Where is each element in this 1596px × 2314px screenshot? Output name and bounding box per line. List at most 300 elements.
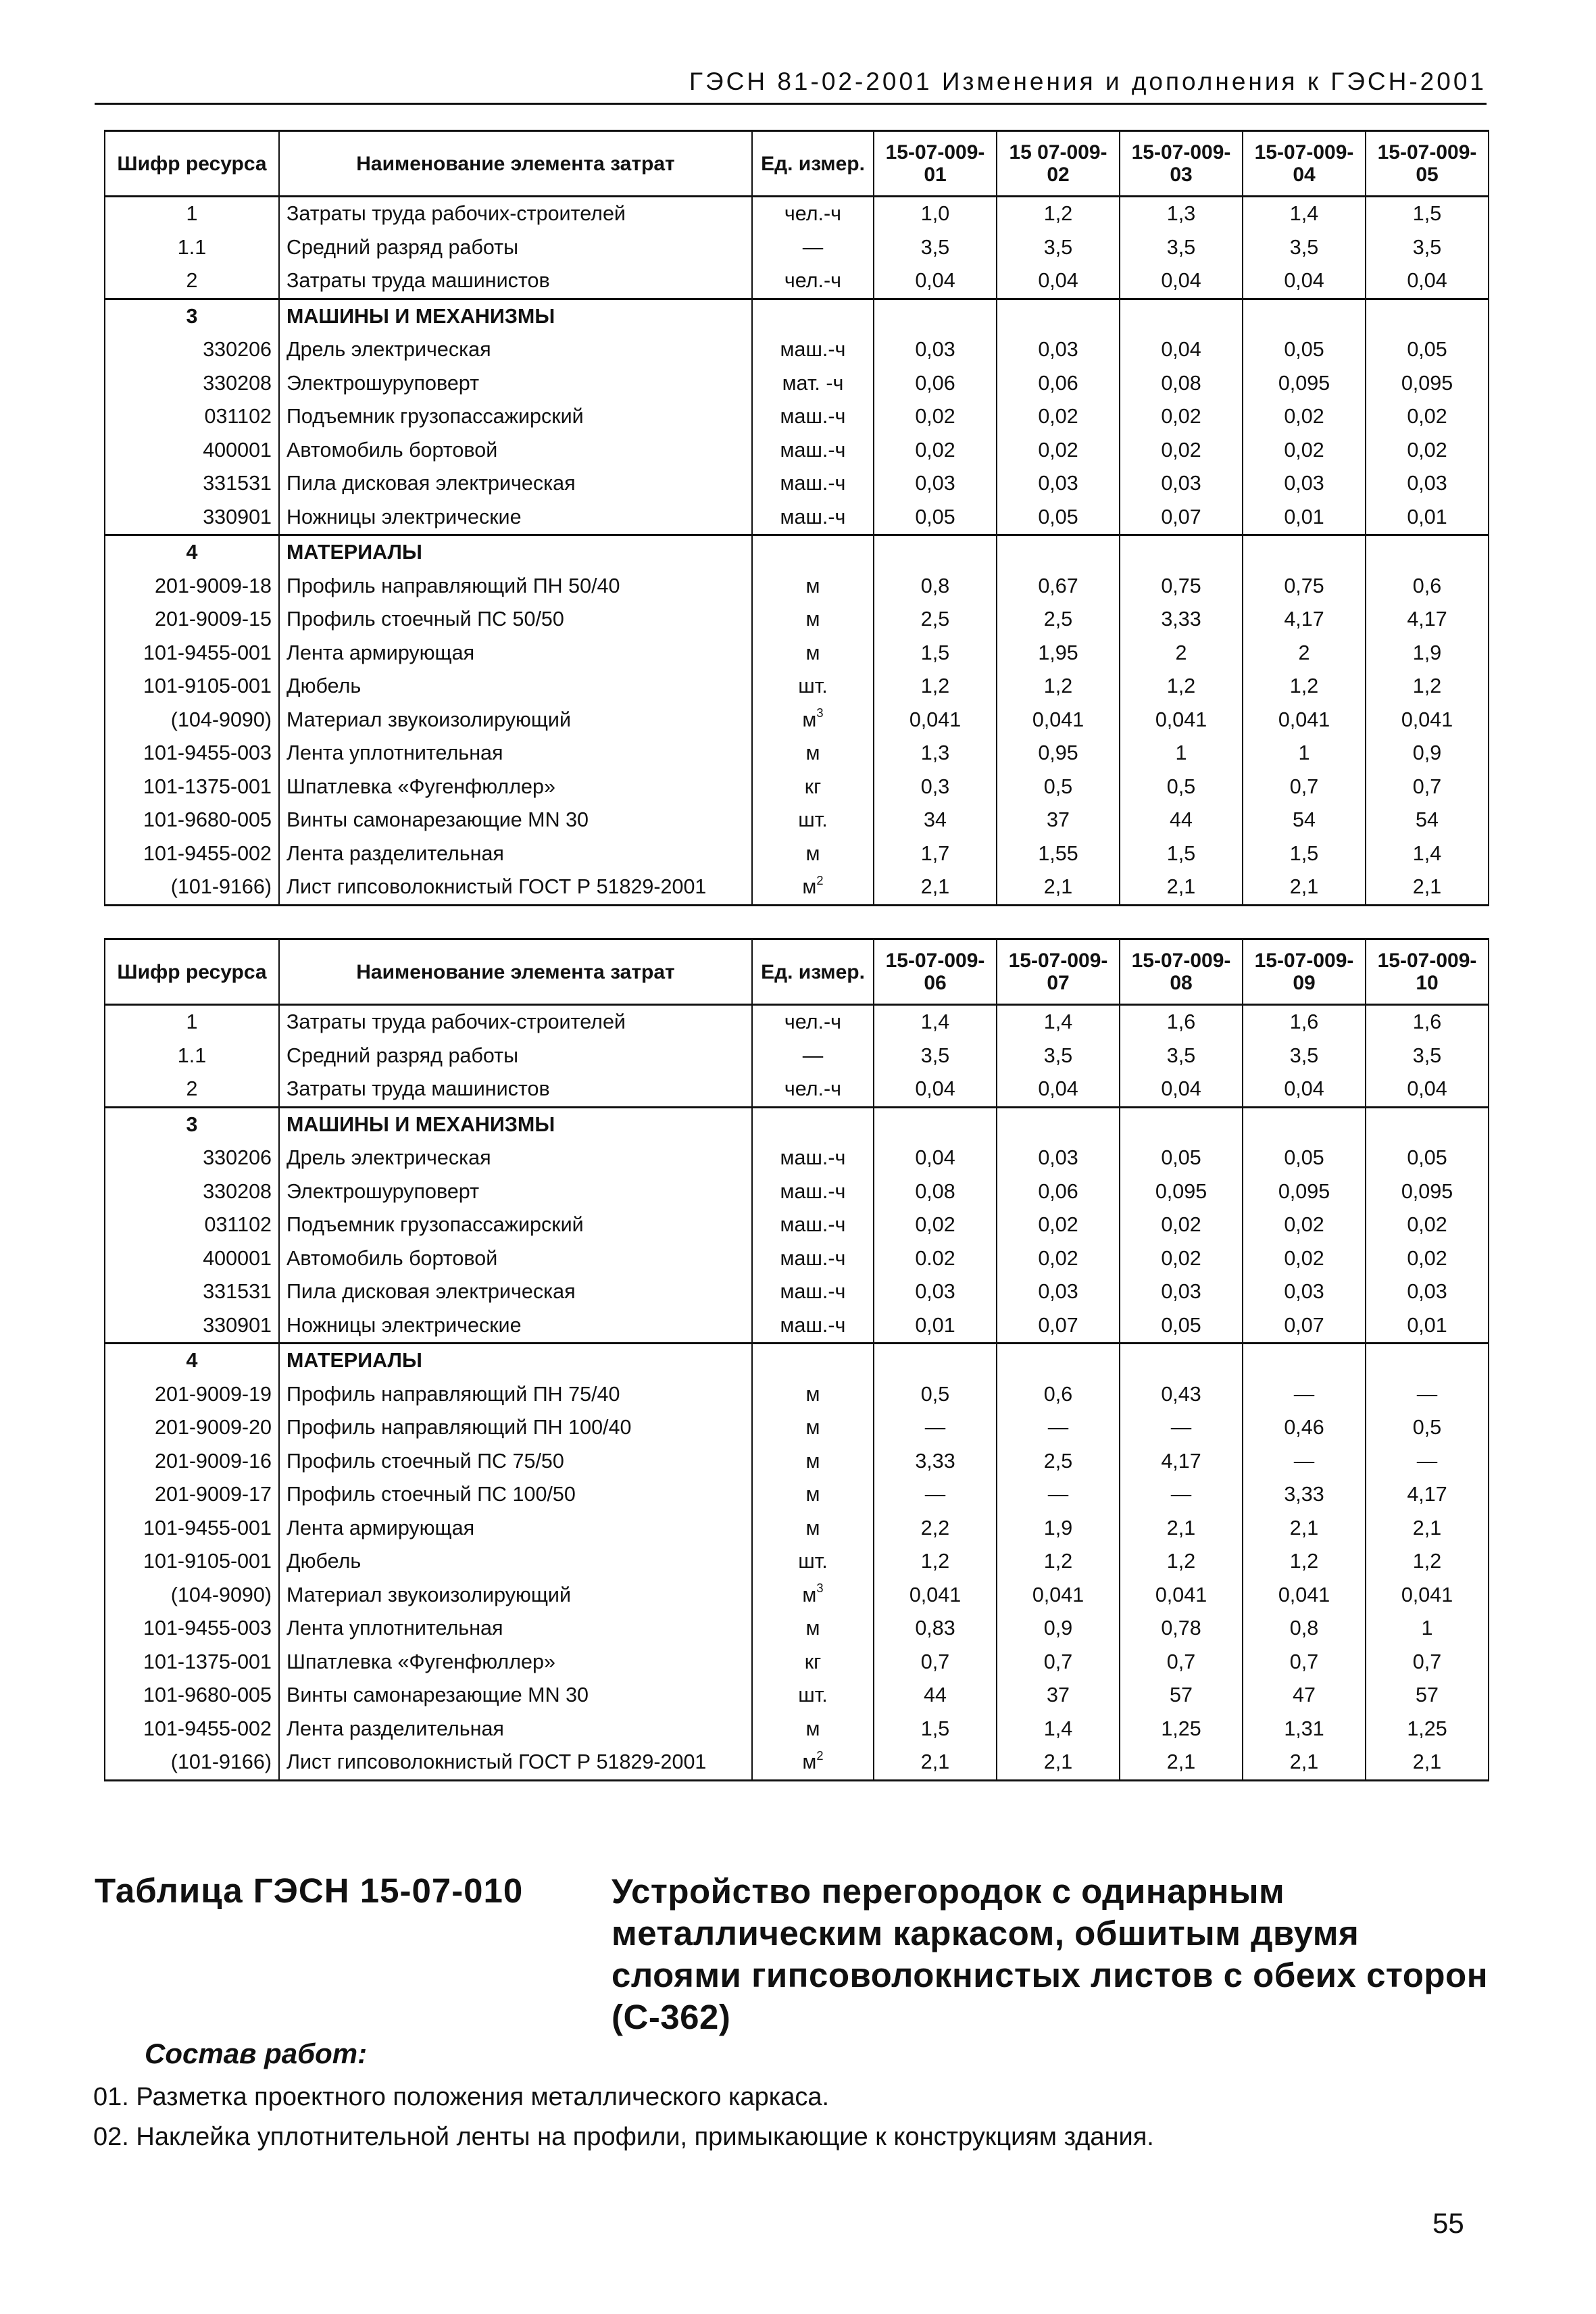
table-row [105,1208,1489,1242]
table-row [105,1646,1489,1679]
unit-text: маш.-ч [780,472,846,495]
norm-value-cell: — [1366,1445,1489,1479]
norm-value-cell: 1,2 [997,1545,1120,1579]
norm-value-cell: 1,95 [997,637,1120,670]
col-header-name: Наименование элемента затрат [279,131,752,197]
unit-text: м [805,841,820,865]
unit-text: м [805,1717,820,1740]
norm-value-cell: 0,02 [1120,400,1243,434]
norm-value-cell: 0.02 [874,1242,997,1276]
norm-value-cell: 0,3 [874,770,997,804]
norm-value-cell: 1,2 [1243,1545,1366,1579]
resource-code-cell: 201-9009-20 [105,1411,279,1445]
section-row [105,535,1489,570]
norm-value-cell: 3,5 [1366,231,1489,265]
resource-name-cell: Материал звукоизолирующий [279,1579,752,1613]
resource-name-cell: МАТЕРИАЛЫ [279,535,752,570]
norm-value-cell: 44 [1120,804,1243,837]
norm-value-cell: 1,6 [1366,1005,1489,1039]
unit-text: чел.-ч [784,269,842,292]
unit-cell [752,1545,874,1579]
unit-text: м [805,608,820,631]
norm-value-cell: 3,5 [1243,231,1366,265]
resource-name-cell: Лента армирующая [279,1512,752,1546]
norm-value-cell [1120,1107,1243,1141]
col-header-norm: 15 07-009-02 [997,131,1120,197]
table-header-row [105,131,1489,197]
unit-cell [752,1141,874,1175]
norm-value-cell: 57 [1366,1679,1489,1713]
norm-value-cell: 2 [1243,637,1366,670]
unit-text: маш.-ч [780,438,846,462]
norm-value-cell: 0,07 [1120,501,1243,535]
resource-code-cell: 4 [105,1344,279,1378]
col-header-norm: 15-07-009-05 [1366,131,1489,197]
norm-value-cell: 0,04 [874,264,997,299]
resource-name-cell: Лента уплотнительная [279,737,752,770]
unit-cell [752,1073,874,1107]
table-row [105,1713,1489,1746]
table-row [105,197,1489,231]
resource-code-cell: 101-9105-001 [105,670,279,704]
norm-value-cell: — [1243,1378,1366,1412]
col-header-code: Шифр ресурса [105,131,279,197]
resource-name-cell: Дрель электрическая [279,333,752,367]
unit-cell [752,704,874,737]
unit-text: шт. [798,808,828,831]
resource-name-cell: Дрель электрическая [279,1141,752,1175]
unit-cell [752,1679,874,1713]
norm-value-cell [1120,299,1243,333]
norm-value-cell: 0,041 [1366,1579,1489,1613]
resource-name-cell: Затраты труда машинистов [279,264,752,299]
norm-value-cell [1243,1344,1366,1378]
norm-value-cell: 0,01 [874,1309,997,1344]
work-composition-title: Состав работ: [145,2038,368,2069]
norm-value-cell: 1,3 [874,737,997,770]
table-row [105,704,1489,737]
unit-text: шт. [798,1683,828,1706]
norm-value-cell: 2,1 [874,870,997,905]
norm-value-cell: 0,7 [1243,770,1366,804]
resource-code-cell: 1.1 [105,1039,279,1073]
unit-text: м [802,875,817,898]
unit-cell [752,770,874,804]
norm-value-cell: 4,17 [1366,603,1489,637]
norm-value-cell: — [1243,1445,1366,1479]
norm-value-cell: 0,02 [1243,434,1366,468]
norm-value-cell [1366,1107,1489,1141]
resource-name-cell: Пила дисковая электрическая [279,1275,752,1309]
norm-value-cell: 1,5 [1243,837,1366,871]
norm-value-cell: 0,06 [997,367,1120,401]
unit-cell [752,1242,874,1276]
unit-cell [752,1646,874,1679]
unit-cell [752,637,874,670]
norm-value-cell [874,1344,997,1378]
norm-value-cell: 2,5 [874,603,997,637]
norm-value-cell: 1,9 [1366,637,1489,670]
resource-name-cell: Пила дисковая электрическая [279,467,752,501]
col-header-unit: Ед. измер. [752,939,874,1005]
norm-value-cell: 0,03 [874,467,997,501]
norm-value-cell: 1,2 [997,197,1120,231]
work-item: 01. Разметка проектного положения металлического каркаса. [93,2083,830,2111]
resource-code-cell: 101-9455-001 [105,1512,279,1546]
resource-code-cell: 101-9455-002 [105,837,279,871]
norm-value-cell: 3,5 [1366,1039,1489,1073]
resource-code-cell: 101-9105-001 [105,1545,279,1579]
norm-value-cell: 2,5 [997,1445,1120,1479]
norm-value-cell: 1,5 [1120,837,1243,871]
norm-value-cell: 0,041 [1366,704,1489,737]
norm-value-cell: 0,04 [1366,1073,1489,1107]
norm-value-cell: 0,05 [874,501,997,535]
resource-name-cell: Профиль направляющий ПН 75/40 [279,1378,752,1412]
unit-text: м [805,1516,820,1540]
resource-name-cell: Профиль стоечный ПС 75/50 [279,1445,752,1479]
unit-cell [752,670,874,704]
unit-cell [752,434,874,468]
norm-value-cell: 0,02 [1366,434,1489,468]
table-row [105,1275,1489,1309]
unit-text: м [805,641,820,664]
norm-value-cell: 4,17 [1120,1445,1243,1479]
resource-name-cell: Лента разделительная [279,1713,752,1746]
unit-text: шт. [798,1550,828,1573]
table-row [105,264,1489,299]
norm-value-cell: 0,02 [997,434,1120,468]
resource-code-cell: 3 [105,1107,279,1141]
resource-name-cell: Затраты труда рабочих-строителей [279,1005,752,1039]
resource-code-cell: 101-9680-005 [105,804,279,837]
unit-cell [752,1275,874,1309]
norm-value-cell: 0,06 [997,1175,1120,1209]
unit-text: м [805,1382,820,1406]
unit-cell [752,1309,874,1344]
resource-code-cell: 330208 [105,367,279,401]
norm-value-cell: 0,04 [1243,264,1366,299]
table-row [105,501,1489,535]
norm-value-cell: — [874,1478,997,1512]
norm-value-cell: 0,5 [1120,770,1243,804]
table-row [105,1579,1489,1613]
table-row [105,1242,1489,1276]
norm-value-cell: 0,02 [874,1208,997,1242]
unit-cell [752,1039,874,1073]
unit-cell [752,1411,874,1445]
resource-name-cell: Винты самонарезающие MN 30 [279,1679,752,1713]
resource-code-cell: 201-9009-19 [105,1378,279,1412]
unit-text: м [805,1483,820,1506]
unit-exponent: 2 [816,1748,824,1763]
norm-value-cell: 0,78 [1120,1612,1243,1646]
unit-cell [752,1107,874,1141]
running-header: ГЭСН 81-02-2001 Изменения и дополнения к ГЭСН-2001 [95,68,1487,105]
unit-cell [752,367,874,401]
norm-value-cell: 1,2 [997,670,1120,704]
norm-value-cell: 1,55 [997,837,1120,871]
norm-value-cell: 0,03 [1243,467,1366,501]
norm-value-cell: 0,04 [874,1073,997,1107]
norm-value-cell: 0,7 [1366,1646,1489,1679]
norm-value-cell: 54 [1243,804,1366,837]
norm-value-cell: 0,07 [997,1309,1120,1344]
norm-value-cell: 0,05 [1243,1141,1366,1175]
norm-value-cell [1366,1344,1489,1378]
norm-value-cell: 0,02 [1243,400,1366,434]
resource-code-cell: (104-9090) [105,704,279,737]
norm-value-cell: 2,1 [1120,1512,1243,1546]
resource-name-cell: Лист гипсоволокнистый ГОСТ Р 51829-2001 [279,870,752,905]
resource-code-cell: 101-9455-001 [105,637,279,670]
norm-value-cell: — [997,1411,1120,1445]
resource-name-cell: Материал звукоизолирующий [279,704,752,737]
norm-value-cell: 1 [1120,737,1243,770]
resource-name-cell: Дюбель [279,670,752,704]
norm-value-cell: 1,4 [1243,197,1366,231]
table-body [105,1005,1489,1781]
norm-value-cell: 4,17 [1366,1478,1489,1512]
norm-value-cell: 0,6 [1366,570,1489,604]
resource-code-cell: 2 [105,264,279,299]
resource-name-cell: Профиль стоечный ПС 100/50 [279,1478,752,1512]
norm-value-cell: 0,02 [997,1242,1120,1276]
norm-value-cell: 0,5 [997,770,1120,804]
norm-value-cell [1243,299,1366,333]
table-row [105,1478,1489,1512]
resource-code-cell: 330206 [105,333,279,367]
norm-value-cell: 0,041 [874,704,997,737]
resource-code-cell: 1 [105,1005,279,1039]
resource-name-cell: Шпатлевка «Фугенфюллер» [279,770,752,804]
unit-text: м [805,574,820,597]
norm-value-cell: 1,7 [874,837,997,871]
table-row [105,1411,1489,1445]
norm-value-cell: 1,6 [1120,1005,1243,1039]
norm-value-cell: 0,03 [1120,1275,1243,1309]
resource-code-cell: 331531 [105,467,279,501]
norm-value-cell: 3,5 [997,1039,1120,1073]
resource-code-cell: 101-9680-005 [105,1679,279,1713]
norm-value-cell: 2 [1120,637,1243,670]
col-header-norm: 15-07-009-07 [997,939,1120,1005]
norm-value-cell: 0,095 [1366,1175,1489,1209]
norm-value-cell: 0,67 [997,570,1120,604]
resource-code-cell: 1.1 [105,231,279,265]
resource-code-cell: (101-9166) [105,870,279,905]
norm-value-cell: 3,5 [874,1039,997,1073]
norm-value-cell: 1,31 [1243,1713,1366,1746]
table-row [105,1141,1489,1175]
norm-value-cell: 0,6 [997,1378,1120,1412]
norm-value-cell: 0,041 [1243,704,1366,737]
norm-value-cell: 0,02 [1120,1208,1243,1242]
norm-value-cell: 0,02 [1120,1242,1243,1276]
norm-value-cell: 1,4 [1366,837,1489,871]
col-header-norm: 15-07-009-08 [1120,939,1243,1005]
table-row [105,231,1489,265]
norm-value-cell: 0,07 [1243,1309,1366,1344]
norm-value-cell [1366,535,1489,570]
resource-name-cell: Электрошуруповерт [279,1175,752,1209]
norm-value-cell: 0,05 [1120,1309,1243,1344]
col-header-norm: 15-07-009-10 [1366,939,1489,1005]
resource-name-cell: МАТЕРИАЛЫ [279,1344,752,1378]
unit-text: м [802,1750,817,1773]
norm-value-cell: 0,75 [1243,570,1366,604]
unit-text: м [805,1416,820,1439]
norm-value-cell: 54 [1366,804,1489,837]
norm-value-cell: 0,03 [1366,467,1489,501]
resource-code-cell: 101-1375-001 [105,1646,279,1679]
norm-value-cell: 0,9 [1366,737,1489,770]
norm-value-cell: 0,75 [1120,570,1243,604]
norm-value-cell: 1 [1243,737,1366,770]
section-row [105,1107,1489,1141]
norm-value-cell: 3,5 [1120,1039,1243,1073]
norm-value-cell [997,1107,1120,1141]
unit-text: маш.-ч [780,338,846,361]
norm-value-cell: 1,2 [1243,670,1366,704]
resource-name-cell: Ножницы электрические [279,501,752,535]
norm-value-cell: 0,02 [1243,1242,1366,1276]
unit-text: маш.-ч [780,1313,846,1337]
resource-name-cell: Профиль стоечный ПС 50/50 [279,603,752,637]
col-header-norm: 15-07-009-01 [874,131,997,197]
table-row [105,1005,1489,1039]
table-row [105,670,1489,704]
norm-value-cell: 3,33 [874,1445,997,1479]
resource-name-cell: Автомобиль бортовой [279,434,752,468]
resource-code-cell: 201-9009-15 [105,603,279,637]
norm-value-cell: 0,46 [1243,1411,1366,1445]
norm-value-cell: 1,9 [997,1512,1120,1546]
norm-value-cell: — [874,1411,997,1445]
norm-value-cell: 0,041 [1120,1579,1243,1613]
norm-value-cell: 37 [997,804,1120,837]
resource-code-cell: 101-9455-003 [105,737,279,770]
norm-value-cell [1243,1107,1366,1141]
next-table-code: Таблица ГЭСН 15-07-010 [95,1871,524,1910]
table-row [105,1039,1489,1073]
resource-code-cell: 031102 [105,400,279,434]
norm-value-cell: 0,05 [1243,333,1366,367]
resource-name-cell: Лента разделительная [279,837,752,871]
unit-cell [752,804,874,837]
norm-value-cell: 2,1 [1366,1746,1489,1780]
resource-code-cell: 031102 [105,1208,279,1242]
col-header-norm: 15-07-009-04 [1243,131,1366,197]
norm-value-cell: 0,7 [1120,1646,1243,1679]
col-header-norm: 15-07-009-06 [874,939,997,1005]
norm-value-cell: 34 [874,804,997,837]
norm-value-cell: 0,03 [997,1141,1120,1175]
norm-value-cell: 1,0 [874,197,997,231]
resource-name-cell: Подъемник грузопассажирский [279,400,752,434]
resource-code-cell: 3 [105,299,279,333]
table-row [105,737,1489,770]
norm-value-cell: 0,02 [874,400,997,434]
unit-cell [752,1579,874,1613]
resource-code-cell: (101-9166) [105,1746,279,1780]
table-row [105,570,1489,604]
norm-value-cell: 0,04 [997,264,1120,299]
resource-name-cell: МАШИНЫ И МЕХАНИЗМЫ [279,299,752,333]
unit-cell [752,1208,874,1242]
resource-code-cell: (104-9090) [105,1579,279,1613]
resource-name-cell: Дюбель [279,1545,752,1579]
resource-name-cell: Подъемник грузопассажирский [279,1208,752,1242]
norm-value-cell: 0,03 [997,333,1120,367]
col-header-name: Наименование элемента затрат [279,939,752,1005]
table-row [105,434,1489,468]
norm-value-cell [874,299,997,333]
resource-name-cell: Электрошуруповерт [279,367,752,401]
norm-value-cell: 2,1 [1366,870,1489,905]
resource-table-1 [104,130,1489,906]
norm-value-cell: 2,1 [1120,870,1243,905]
unit-cell [752,467,874,501]
table-row [105,870,1489,905]
resource-code-cell: 1 [105,197,279,231]
resource-name-cell: Лента армирующая [279,637,752,670]
table-body [105,197,1489,906]
resource-name-cell: Средний разряд работы [279,231,752,265]
norm-value-cell: 0,01 [1243,501,1366,535]
norm-value-cell [874,1107,997,1141]
table-row [105,1175,1489,1209]
norm-value-cell: 0,02 [1243,1208,1366,1242]
norm-value-cell: 0,02 [1120,434,1243,468]
unit-text: чел.-ч [784,1077,842,1100]
norm-value-cell: 0,5 [1366,1411,1489,1445]
norm-value-cell: — [997,1478,1120,1512]
page-number: 55 [1432,2207,1464,2239]
unit-text: м [805,741,820,764]
norm-value-cell [997,535,1120,570]
section-row [105,1344,1489,1378]
norm-value-cell: 0,01 [1366,1309,1489,1344]
norm-value-cell: 0,83 [874,1612,997,1646]
norm-value-cell: 0,03 [874,1275,997,1309]
unit-cell [752,231,874,265]
norm-value-cell: 1,2 [1120,1545,1243,1579]
norm-value-cell: 3,33 [1120,603,1243,637]
norm-value-cell: 0,041 [874,1579,997,1613]
norm-value-cell: 0,041 [997,704,1120,737]
col-header-norm: 15-07-009-09 [1243,939,1366,1005]
resource-name-cell: Винты самонарезающие MN 30 [279,804,752,837]
norm-value-cell: 0,05 [1366,333,1489,367]
norm-value-cell [997,1344,1120,1378]
table-row [105,1445,1489,1479]
norm-value-cell: 0,04 [1120,333,1243,367]
norm-value-cell: — [1120,1478,1243,1512]
norm-value-cell: — [1366,1378,1489,1412]
unit-cell [752,870,874,905]
norm-value-cell: 0,05 [1366,1141,1489,1175]
unit-exponent: 3 [816,1581,824,1596]
table-row [105,367,1489,401]
unit-cell [752,501,874,535]
resource-code-cell: 400001 [105,1242,279,1276]
norm-value-cell: 0,08 [1120,367,1243,401]
norm-value-cell: 0,095 [1243,1175,1366,1209]
norm-value-cell: 0,05 [1120,1141,1243,1175]
table-header-row [105,939,1489,1005]
norm-value-cell [1366,299,1489,333]
